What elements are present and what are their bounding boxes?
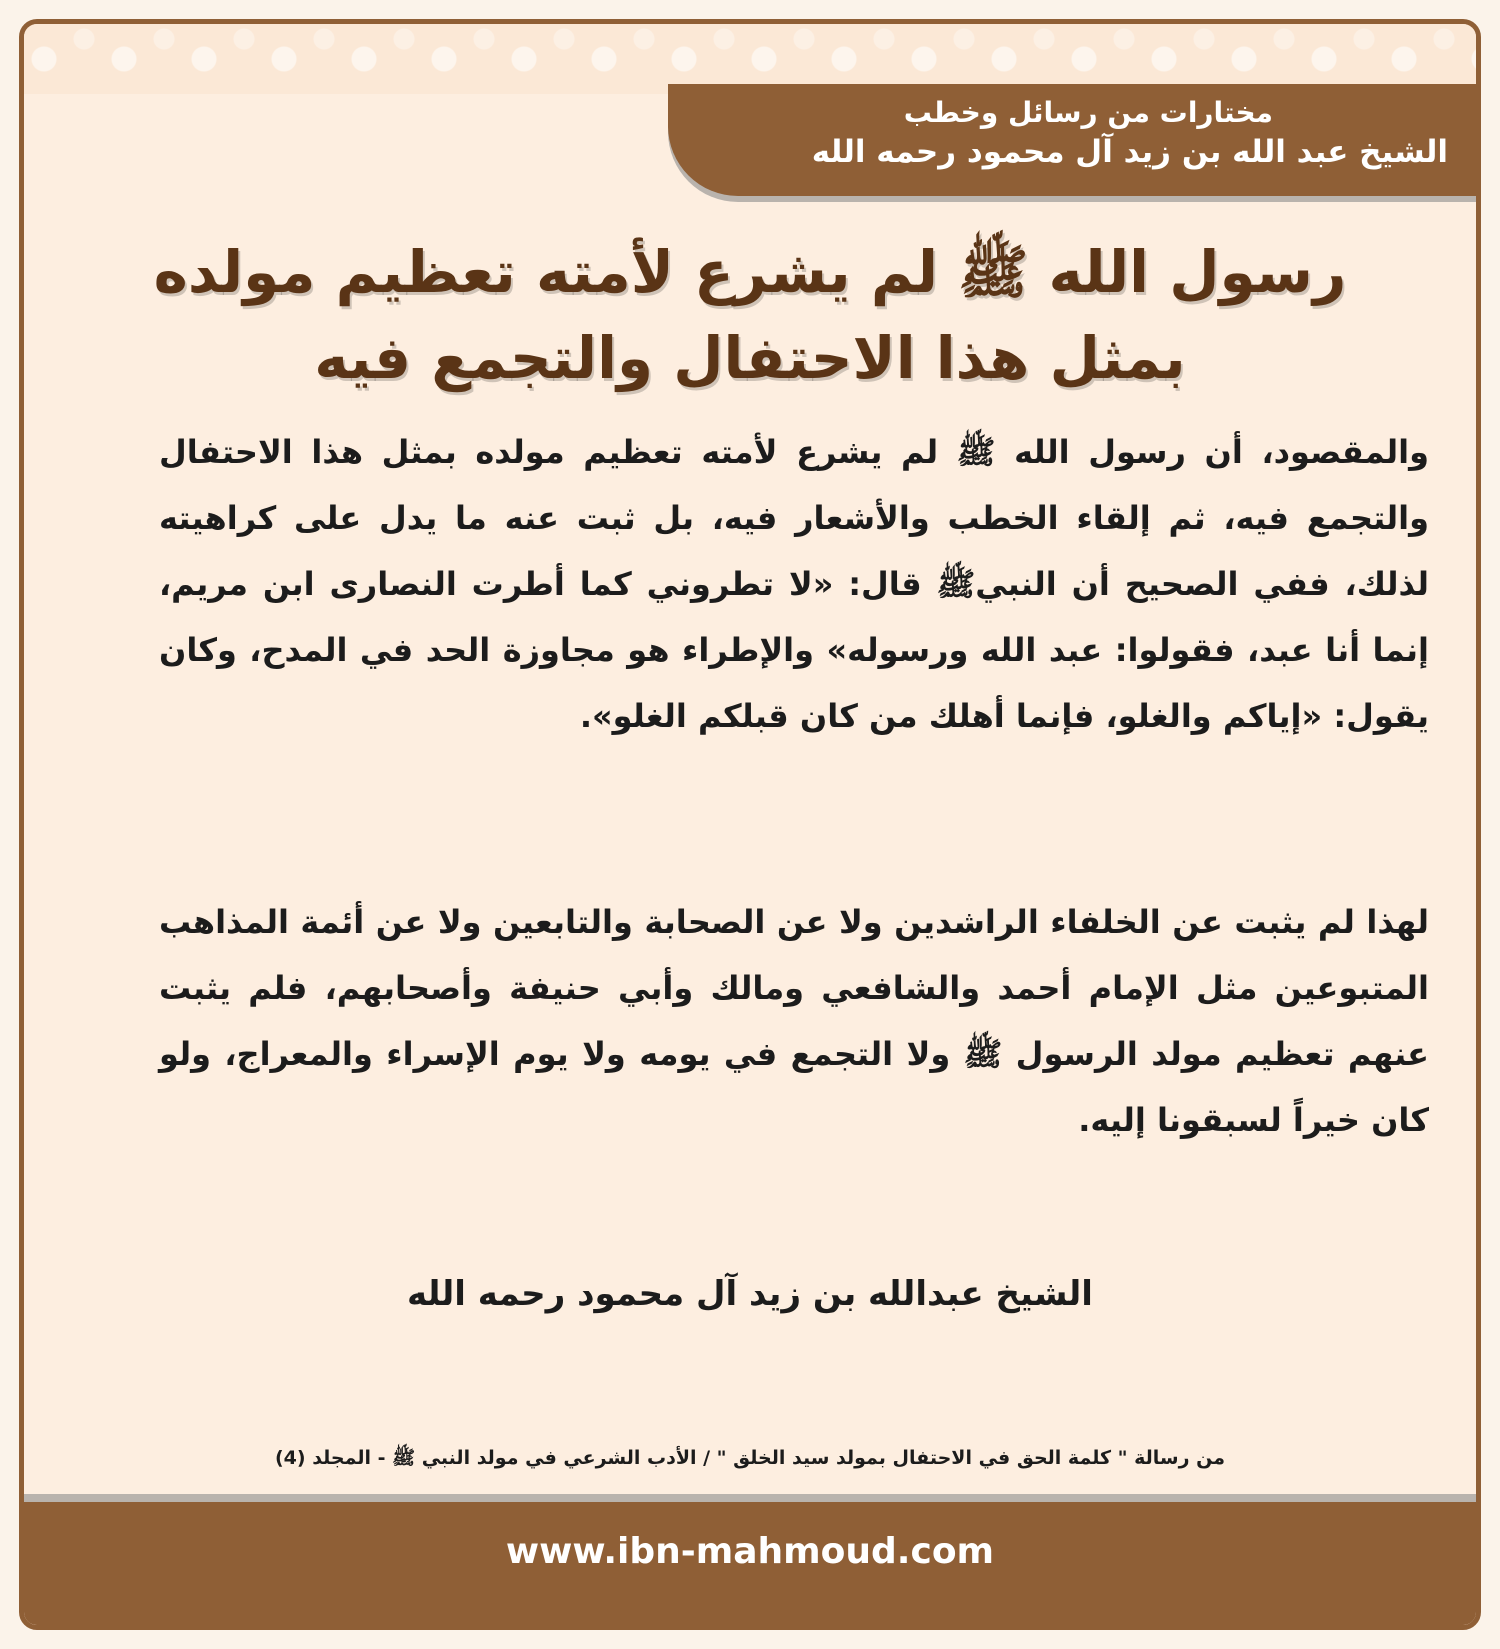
body-paragraph-1: والمقصود، أن رسول الله ﷺ لم يشرع لأمته تعظيم مولده بمثل هذا الاحتفال والتجمع فيه، ثم إلقاء الخطب والأشعار فيه، بل ثبت عنه ما يدل على كراهيته لذلك، ففي الصحيح أن النبيﷺ قال: «لا تطروني كما أطرت النصارى ابن مريم، إنما أنا عبد، فقولوا: عبد الله ورسوله» والإطراء هو مجاوزة الحد في المدح، وكان يقول: «إياكم والغلو، فإنما أهلك من كان قبلكم الغلو». — [159, 433, 1429, 735]
header-ribbon — [668, 84, 1476, 196]
title-line-1: رسول الله ﷺ لم يشرع لأمته تعظيم مولده — [153, 238, 1347, 306]
title-line-2: بمثل هذا الاحتفال والتجمع فيه — [314, 324, 1186, 392]
page-frame — [19, 19, 1481, 1630]
footer-divider — [24, 1494, 1476, 1502]
series-title: مختارات من رسائل وخطب — [903, 96, 1273, 129]
page-title — [84, 229, 1416, 401]
author-name-header: الشيخ عبد الله بن زيد آل محمود رحمه الله — [811, 134, 1448, 170]
signature: الشيخ عبدالله بن زيد آل محمود رحمه الله — [407, 1274, 1093, 1314]
website-link[interactable]: www.ibn-mahmoud.com — [505, 1531, 995, 1572]
body-paragraph-2: لهذا لم يثبت عن الخلفاء الراشدين ولا عن الصحابة والتابعين ولا عن أئمة المذاهب المتبوعين مثل الإمام أحمد والشافعي ومالك وأبي حنيفة وأصحابهم، فلم يثبت عنهم تعظيم مولد الرسول ﷺ ولا التجمع في يومه ولا يوم الإسراء والمعراج، ولو كان خيراً لسبقونا إليه. — [159, 903, 1429, 1139]
source-citation: من رسالة " كلمة الحق في الاحتفال بمولد سيد الخلق " / الأدب الشرعي في مولد النبي ﷺ - المجلد (4) — [274, 1447, 1226, 1469]
footer-bar — [24, 1502, 1476, 1625]
